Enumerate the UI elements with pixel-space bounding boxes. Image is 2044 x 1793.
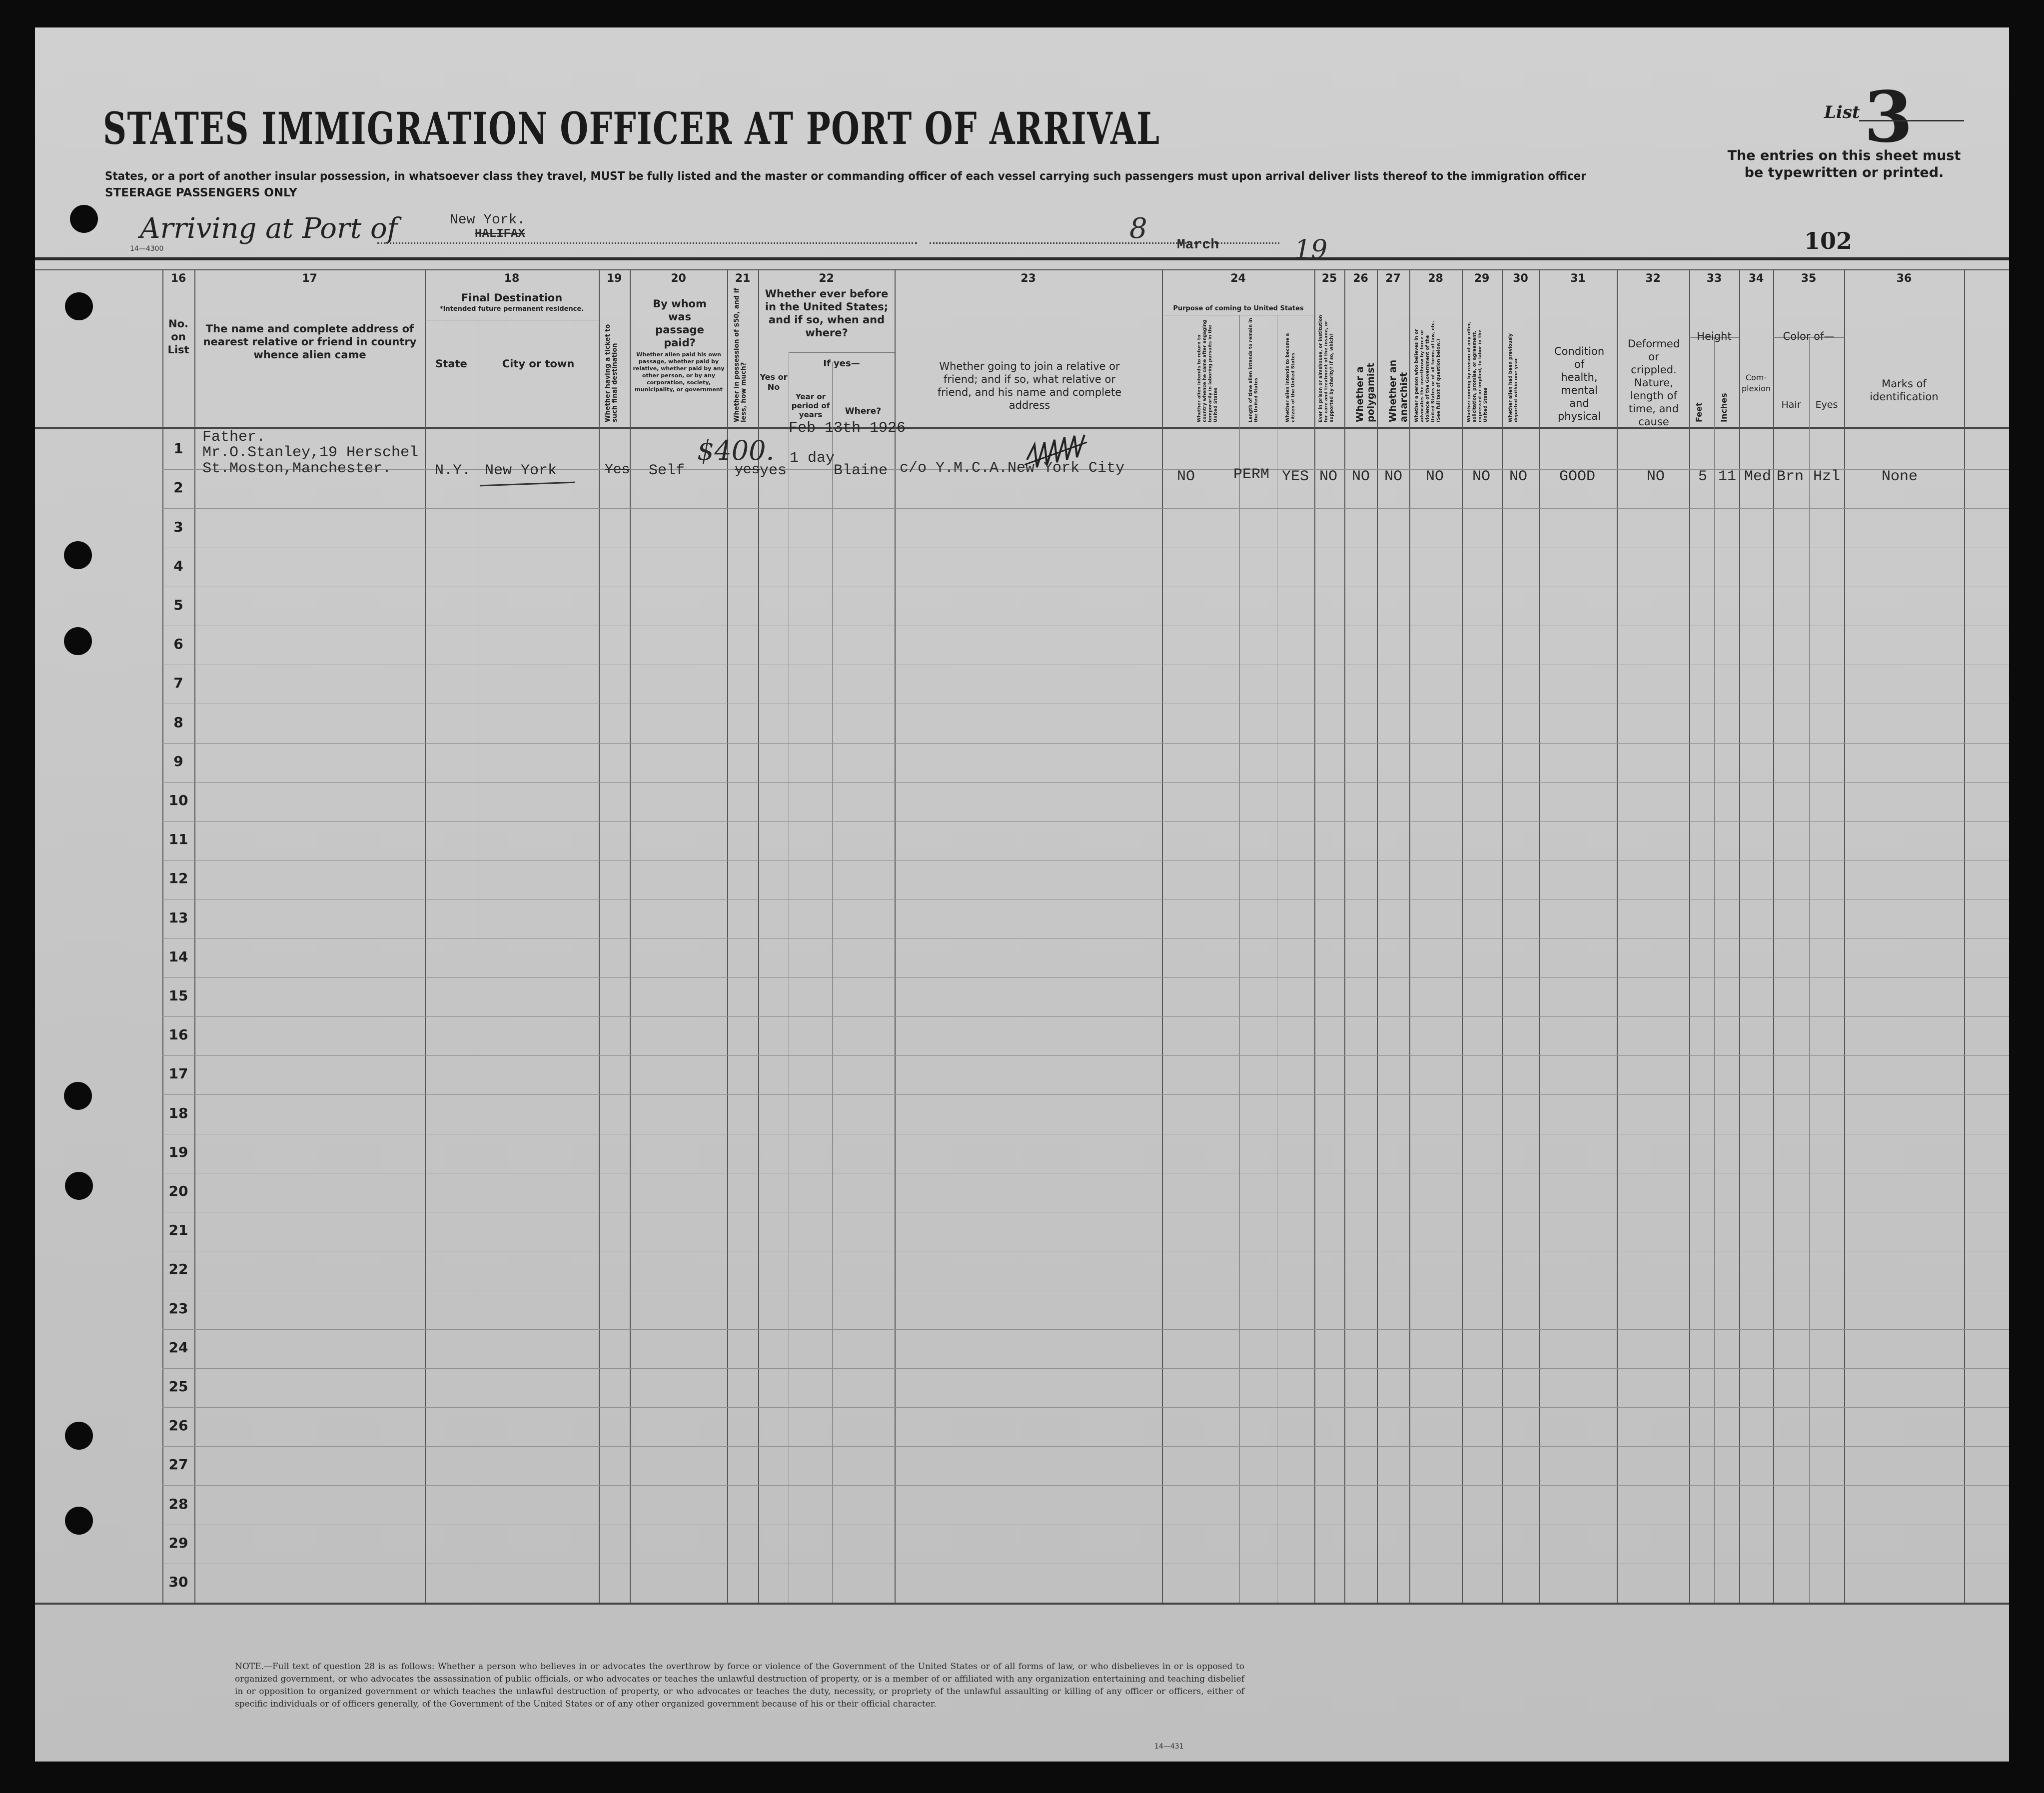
- row-number: 16: [168, 1026, 188, 1043]
- scribble-mark: [1024, 430, 1089, 475]
- row-line: [162, 1055, 2009, 1056]
- month-value: March: [1177, 237, 1219, 253]
- header-ever-before: Whether ever before in the United States; and if so, when and where?: [765, 288, 889, 339]
- col-num: 23: [1021, 272, 1036, 285]
- col-num: 36: [1896, 272, 1912, 285]
- header-joining: Whether going to join a relative or friend; and if so, what relative or friend, and his name and complete address: [937, 360, 1122, 411]
- relative-line-1: Father.: [202, 429, 266, 446]
- ticket-value: Yes: [605, 462, 630, 478]
- header-citizen: Whether alien intends to become a citizen of the United States: [1285, 333, 1296, 422]
- form-title: STATES IMMIGRATION OFFICER AT PORT OF ARRIVAL: [103, 102, 1160, 154]
- row-number: 15: [168, 987, 188, 1004]
- col-num: 28: [1428, 272, 1443, 285]
- row-line: [162, 977, 2009, 978]
- port-line: [377, 242, 917, 244]
- header-money: Whether in possession of $50, and if less, how much?: [733, 288, 748, 422]
- header-if-yes: If yes—: [823, 358, 860, 369]
- header-eyes: Eyes: [1815, 399, 1838, 410]
- polygamist-value: NO: [1352, 468, 1370, 485]
- header-complexion: Com-plexion: [1741, 373, 1771, 393]
- row-number: 2: [173, 479, 183, 496]
- col-num: 33: [1706, 272, 1722, 285]
- year-value: 19: [1294, 235, 1328, 265]
- col-num: 30: [1513, 272, 1528, 285]
- prison-value: NO: [1319, 468, 1338, 485]
- row-number: 21: [168, 1222, 188, 1239]
- form-subtitle: States, or a port of another insular possession, in whatsoever class they travel, MUST be fully listed and the master or commanding officer of each vessel carrying such passengers must upon arrival deliver lists thereof to the immigration officer: [105, 170, 1586, 183]
- col-num: 19: [606, 272, 622, 285]
- day-value: 8: [1129, 212, 1147, 245]
- anarchist-value: NO: [1384, 468, 1403, 485]
- header-anarchist: Whether an anarchist: [1387, 359, 1409, 422]
- row-number: 9: [173, 753, 183, 770]
- row-line: [162, 1446, 2009, 1447]
- header-final-destination: Final Destination: [461, 292, 563, 304]
- punch-hole: [65, 1422, 93, 1450]
- header-purpose: Purpose of coming to United States: [1173, 305, 1304, 312]
- deported-value: NO: [1509, 468, 1528, 485]
- header-polygamist: Whether a polygamist: [1354, 363, 1376, 422]
- arriving-label: Arriving at Port of: [140, 212, 398, 245]
- header-ticket: Whether having a ticket to such final destination: [604, 324, 619, 422]
- punch-hole: [65, 1172, 93, 1200]
- row-line: [162, 821, 2009, 822]
- eyes-value: Hzl: [1813, 468, 1841, 485]
- header-health: Condition of health, mental and physical: [1554, 345, 1605, 422]
- port-struck: HALIFAX: [475, 227, 525, 241]
- col-num: 34: [1748, 272, 1764, 285]
- header-nearest-relative: The name and complete address of nearest relative or friend in country whence alien came: [203, 323, 417, 361]
- header-bottom-rule: [35, 427, 2009, 429]
- header-color-of: Color of—: [1783, 330, 1835, 342]
- passage-value: Self: [649, 462, 685, 479]
- header-num-rule: [35, 269, 2009, 270]
- header-overthrow: Whether a person who believes in or advocates the overthrow by force or violence of the Government of the United States or of all forms of law, etc. (See full text of question below.): [1414, 320, 1441, 422]
- row-number: 6: [173, 636, 183, 653]
- col-num: 17: [302, 272, 317, 285]
- before-date: Feb 13th 1926: [789, 420, 906, 437]
- col-line: [1714, 337, 1715, 1603]
- punch-hole: [70, 205, 98, 233]
- col-num: 25: [1321, 272, 1337, 285]
- header-deported: Whether alien had been previously deported within one year: [1508, 333, 1519, 422]
- relative-line-2: Mr.O.Stanley,19 Herschel: [202, 444, 419, 461]
- header-passage-paid: By whom was passage paid?: [653, 298, 707, 349]
- row-number: 20: [168, 1183, 188, 1199]
- punch-hole: [65, 292, 93, 320]
- row-number: 1: [173, 440, 183, 457]
- col-num: 21: [735, 272, 751, 285]
- health-value: GOOD: [1559, 468, 1596, 485]
- col-num: 26: [1353, 272, 1368, 285]
- row-line: [162, 1016, 2009, 1017]
- punch-hole: [64, 627, 92, 655]
- row-number: 11: [168, 831, 188, 848]
- header-length-of-stay: Length of time alien intends to remain in the United States: [1248, 318, 1259, 422]
- manifest-sheet: [35, 27, 2009, 1762]
- return-value: NO: [1177, 468, 1195, 485]
- row-line: [162, 1407, 2009, 1408]
- overthrow-value: NO: [1426, 468, 1444, 485]
- col-line: [832, 362, 833, 1603]
- header-marks: Marks of identification: [1870, 378, 1939, 403]
- row-number: 13: [168, 909, 188, 926]
- header-height: Height: [1697, 330, 1732, 342]
- row-number: 23: [168, 1300, 188, 1317]
- header-state: State: [435, 358, 467, 370]
- row-number: 22: [168, 1261, 188, 1278]
- city-value: New York: [485, 462, 557, 479]
- col-num: 18: [504, 272, 520, 285]
- row-number: 17: [168, 1065, 188, 1082]
- row-number: 5: [173, 597, 183, 613]
- col-num: 22: [819, 272, 834, 285]
- footnote-code: 14—431: [1154, 1743, 1184, 1751]
- header-return-temporarily: Whether alien intends to return to country whence he came after engaging temporarily in laboring pursuits in the United States: [1197, 320, 1218, 422]
- row-line: [162, 743, 2009, 744]
- before-period: 1 day: [790, 450, 835, 467]
- citizen-value: YES: [1282, 468, 1309, 485]
- row-number: 3: [173, 518, 183, 535]
- hair-value: Brn: [1777, 468, 1804, 485]
- header-yes-no: Yes or No: [760, 372, 788, 392]
- punch-hole: [65, 1507, 93, 1535]
- header-feet: Feet: [1694, 402, 1704, 422]
- col-num: 20: [671, 272, 686, 285]
- row-number: 30: [168, 1574, 188, 1590]
- header-sub-rule: [789, 352, 895, 353]
- row-number: 10: [168, 792, 188, 809]
- money-handwritten: $400.: [697, 435, 775, 466]
- footnote-question-28: NOTE.—Full text of question 28 is as follows: Whether a person who believes in or advocates the overthrow by force or violence of the Government of the United States or of all forms of law, or who disbelieves in or is opposed to organized government, or who advocates the assassination of public officials, or who advocates or teaches the unlawful destruction of property, or is a member of or affiliated with any organization entertaining and teaching disbelief in or opposition to organized government or which teaches the unlawful destruction of property, or who advocates or teaches the duty, necessity, or propriety of the unlawful assaulting or killing of any officer or officers, either of specific individuals or of officers generally, of the Government of the United States or of any other organized government because of his or their official character.: [235, 1662, 1244, 1709]
- list-number: 3: [1864, 76, 1913, 158]
- punch-hole: [64, 1082, 92, 1110]
- labor-value: NO: [1472, 468, 1491, 485]
- col-num: 31: [1570, 272, 1586, 285]
- deformed-value: NO: [1647, 468, 1665, 485]
- row-line: [162, 782, 2009, 783]
- state-value: N.Y.: [435, 462, 471, 479]
- row-number: 4: [173, 557, 183, 574]
- header-deformed: Deformed or crippled. Nature, length of time, and cause: [1627, 338, 1680, 428]
- col-line: [1809, 337, 1810, 1603]
- row-line: [162, 1329, 2009, 1330]
- complexion-value: Med: [1744, 468, 1772, 485]
- punch-hole: [64, 541, 92, 569]
- col-num: 16: [170, 272, 186, 285]
- row-number: 7: [173, 675, 183, 692]
- before-where: Blaine: [834, 462, 888, 479]
- row-number: 26: [168, 1417, 188, 1434]
- row-number: 28: [168, 1495, 188, 1512]
- row-number: 8: [173, 714, 183, 731]
- list-label: List: [1824, 102, 1860, 122]
- before-yes: yes: [760, 462, 787, 479]
- table-bottom-rule: [35, 1603, 2009, 1605]
- marks-value: None: [1882, 468, 1918, 485]
- header-passage-note: Whether alien paid his own passage, whether paid by relative, whether paid by any other person, or by any corporation, society, municipality, or government: [633, 351, 725, 393]
- row-line: [162, 938, 2009, 939]
- row-line: [162, 1368, 2009, 1369]
- row-number: 18: [168, 1104, 188, 1121]
- city-underline: [480, 482, 575, 487]
- col-num: 24: [1230, 272, 1246, 285]
- header-hair: Hair: [1781, 399, 1801, 410]
- row-line: [162, 508, 2009, 509]
- col-num: 29: [1474, 272, 1490, 285]
- row-number: 24: [168, 1339, 188, 1356]
- page-number: 102: [1804, 227, 1853, 254]
- list-underline: [1859, 120, 1964, 121]
- row-number: 27: [168, 1456, 188, 1473]
- port-value: New York.: [450, 212, 526, 228]
- header-final-destination-note: *Intended future permanent residence.: [439, 305, 584, 313]
- row-number: 14: [168, 948, 188, 965]
- row-number: 12: [168, 870, 188, 887]
- header-period: Year or period of years: [791, 392, 830, 419]
- row-line: [162, 860, 2009, 861]
- steerage-label: STEERAGE PASSENGERS ONLY: [105, 186, 297, 199]
- header-labor-offer: Whether coming by reason of any offer, solicitation, promise, or agreement, expressed or implied, to labor in the United States: [1467, 322, 1488, 422]
- row-number: 29: [168, 1534, 188, 1551]
- relative-line-3: St.Moston,Manchester.: [202, 460, 392, 477]
- entries-note: The entries on this sheet must be typewritten or printed.: [1727, 148, 1961, 180]
- feet-value: 5: [1698, 468, 1708, 485]
- form-code: 14—4300: [130, 245, 164, 253]
- row-number: 25: [168, 1378, 188, 1395]
- col-num: 32: [1645, 272, 1661, 285]
- col-num: 35: [1801, 272, 1817, 285]
- header-prison: Ever in prison or almshouse, or institution for care and treatment of the insane, or supported by charity? If so, which?: [1318, 315, 1334, 422]
- row-line: [162, 1094, 2009, 1095]
- col-num: 27: [1385, 272, 1401, 285]
- row-number: 19: [168, 1143, 188, 1160]
- date-line: [930, 242, 1279, 244]
- header-inches: Inches: [1719, 393, 1729, 422]
- length-value: PERM: [1233, 466, 1270, 483]
- joining-value: c/o Y.M.C.A.New York City: [900, 460, 1125, 477]
- row-line: [162, 1485, 2009, 1486]
- inches-value: 11: [1718, 468, 1737, 485]
- header-no-on-list: No. on List: [167, 318, 189, 356]
- table-top-rule: [35, 257, 2009, 260]
- header-city: City or town: [502, 358, 575, 370]
- header-where: Where?: [845, 406, 882, 416]
- money-struck: yes: [735, 462, 760, 478]
